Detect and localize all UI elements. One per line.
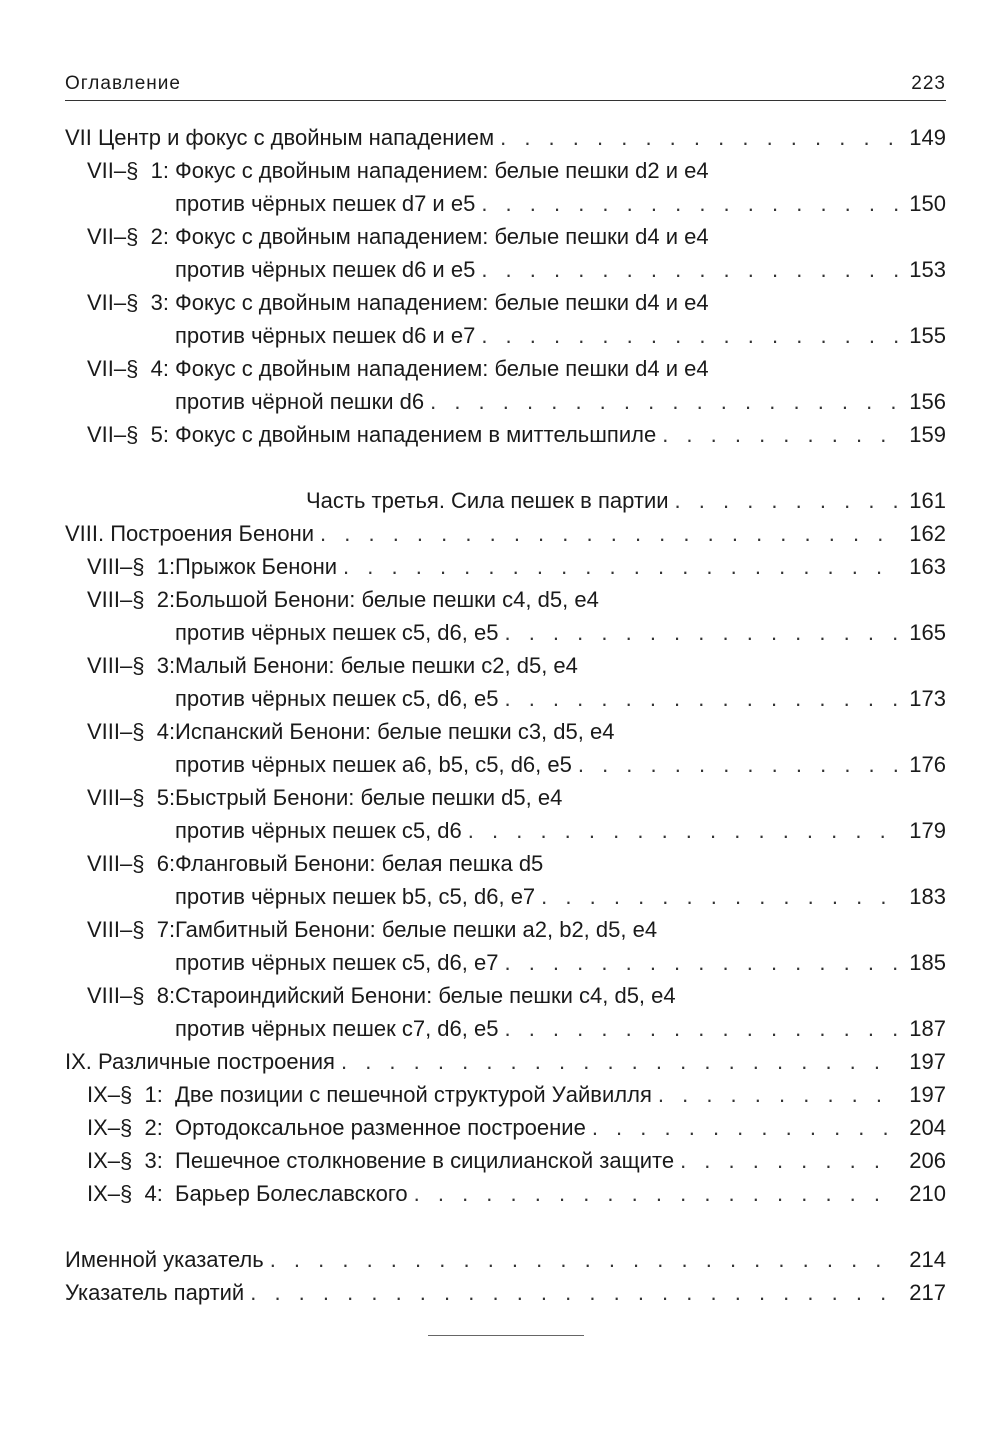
toc-page-number: 161	[909, 488, 946, 513]
toc-entry-title: VIII. Построения Бенони	[65, 521, 315, 546]
toc-page-number: 217	[909, 1280, 946, 1305]
toc-entry-cont[interactable]	[65, 946, 946, 979]
toc-leader-dots	[414, 1177, 900, 1210]
toc-leader-dots	[504, 1012, 900, 1045]
toc-page-number: 165	[909, 620, 946, 645]
toc-entry-title: Барьер Болеславского	[175, 1181, 408, 1206]
toc-entry-section[interactable]	[65, 583, 946, 616]
toc-entry-title: Малый Бенони: белые пешки c2, d5, e4	[175, 653, 578, 678]
toc-entry-section[interactable]	[65, 154, 946, 187]
toc-entry-section[interactable]	[65, 1177, 946, 1210]
toc-entry-section[interactable]	[65, 418, 946, 451]
toc-leader-dots	[662, 418, 900, 451]
toc-page-number: 187	[909, 1016, 946, 1041]
toc-entry-title: против чёрных пешек c5, d6, e7	[175, 950, 499, 975]
toc-section-number: IX–§ 3:	[87, 1148, 163, 1173]
toc-leader-dots	[250, 1276, 900, 1309]
toc-entry-section[interactable]	[65, 286, 946, 319]
header-page-number: 223	[911, 73, 946, 94]
toc-section-number: VII–§ 3:	[87, 290, 169, 315]
toc-entry-title: против чёрных пешек d6 и e7	[175, 323, 476, 348]
toc-entry-title: Фокус с двойным нападением: белые пешки d2 и e4	[175, 158, 709, 183]
toc-entry-title: Фланговый Бенони: белая пешка d5	[175, 851, 544, 876]
toc-page-number: 163	[909, 554, 946, 579]
toc-leader-dots	[541, 880, 900, 913]
toc-entry-title: Быстрый Бенони: белые пешки d5, e4	[175, 785, 563, 810]
toc-page-number: 179	[909, 818, 946, 843]
toc-entry-title: против чёрных пешек c5, d6, e5	[175, 686, 499, 711]
toc-entry-title: Прыжок Бенони	[175, 554, 338, 579]
toc-section-number: VII–§ 4:	[87, 356, 169, 381]
toc-entry-title: Две позиции с пешечной структурой Уайвилля	[175, 1082, 652, 1107]
toc-entry-title: Гамбитный Бенони: белые пешки a2, b2, d5, e4	[175, 917, 658, 942]
toc-entry-title: против чёрных пешек c5, d6, e5	[175, 620, 499, 645]
toc-leader-dots	[468, 814, 900, 847]
toc-section-number: IX–§ 4:	[87, 1181, 163, 1206]
toc-section-number: VII–§ 5:	[87, 422, 169, 447]
toc-entry-part[interactable]	[65, 484, 946, 517]
toc-entry-section[interactable]	[65, 649, 946, 682]
toc-entry-title: IX. Различные построения	[65, 1049, 335, 1074]
toc-entry-chapter[interactable]	[65, 1243, 946, 1276]
toc-entry-title: Пешечное столкновение в сицилианской защите	[175, 1148, 675, 1173]
toc-entry-title: Фокус с двойным нападением: белые пешки d4 и e4	[175, 224, 709, 249]
footer-rule	[428, 1335, 584, 1336]
toc-section-number: VIII–§ 3:	[87, 653, 176, 678]
toc-page-number: 185	[909, 950, 946, 975]
toc-entry-title: против чёрных пешек b5, c5, d6, e7	[175, 884, 536, 909]
toc-leader-dots	[680, 1144, 900, 1177]
toc-entry-section[interactable]	[65, 550, 946, 583]
toc-leader-dots	[430, 385, 900, 418]
toc-leader-dots	[270, 1243, 900, 1276]
toc-page-number: 210	[909, 1181, 946, 1206]
toc-section-number: VIII–§ 7:	[87, 917, 176, 942]
toc-page-number: 156	[909, 389, 946, 414]
toc-section-number: VIII–§ 1:	[87, 554, 176, 579]
toc-leader-dots	[504, 682, 900, 715]
toc-entry-section[interactable]	[65, 1144, 946, 1177]
toc-leader-dots	[675, 484, 900, 517]
toc-entry-title: против чёрных пешек c5, d6	[175, 818, 462, 843]
toc-page-number: 153	[909, 257, 946, 282]
toc-section-number: VII–§ 1:	[87, 158, 169, 183]
toc-page-number: 150	[909, 191, 946, 216]
toc-entry-title: против чёрных пешек a6, b5, c5, d6, e5	[175, 752, 572, 777]
toc-entry-section[interactable]	[65, 913, 946, 946]
toc-entry-title: Фокус с двойным нападением в миттельшпиле	[175, 422, 657, 447]
toc-leader-dots	[578, 748, 900, 781]
running-header	[65, 70, 946, 101]
toc-page-number: 173	[909, 686, 946, 711]
toc-page-number: 159	[909, 422, 946, 447]
toc-entry-chapter[interactable]	[65, 517, 946, 550]
toc-entry-title: Указатель партий	[65, 1280, 245, 1305]
toc-entry-cont[interactable]	[65, 682, 946, 715]
toc-leader-dots	[320, 517, 900, 550]
toc-entry-cont[interactable]	[65, 319, 946, 352]
toc-entry-cont[interactable]	[65, 253, 946, 286]
toc-entry-title: VII Центр и фокус с двойным нападением	[65, 125, 495, 150]
header-title: Оглавление	[65, 73, 181, 94]
toc-leader-dots	[504, 616, 900, 649]
toc-entry-title: Староиндийский Бенони: белые пешки c4, d5, e4	[175, 983, 676, 1008]
toc-entry-cont[interactable]	[65, 616, 946, 649]
toc-page-number: 206	[909, 1148, 946, 1173]
toc-entry-title: Большой Бенони: белые пешки c4, d5, e4	[175, 587, 599, 612]
toc-leader-dots	[341, 1045, 900, 1078]
toc-entry-chapter[interactable]	[65, 121, 946, 154]
toc-entry-section[interactable]	[65, 220, 946, 253]
toc-gap	[65, 451, 946, 484]
toc-page-number: 149	[909, 125, 946, 150]
toc-page-number: 183	[909, 884, 946, 909]
toc-section-number: VIII–§ 2:	[87, 587, 176, 612]
toc-entry-title: против чёрных пешек d7 и e5	[175, 191, 476, 216]
toc-entry-section[interactable]	[65, 847, 946, 880]
toc-section-number: VIII–§ 5:	[87, 785, 176, 810]
toc-page-number: 214	[909, 1247, 946, 1272]
toc-section-number: VIII–§ 6:	[87, 851, 176, 876]
toc-leader-dots	[343, 550, 900, 583]
toc-page-number: 197	[909, 1082, 946, 1107]
toc-entry-chapter[interactable]	[65, 1276, 946, 1309]
toc-entry-title: против чёрной пешки d6	[175, 389, 425, 414]
toc-entry-title: Ортодоксальное разменное построение	[175, 1115, 586, 1140]
toc-entry-title: Испанский Бенони: белые пешки c3, d5, e4	[175, 719, 615, 744]
toc-section-number: IX–§ 2:	[87, 1115, 163, 1140]
toc-entry-cont[interactable]	[65, 1012, 946, 1045]
toc-entry-title: против чёрных пешек d6 и e5	[175, 257, 476, 282]
toc-entry-section[interactable]	[65, 781, 946, 814]
toc-entry-section[interactable]	[65, 715, 946, 748]
toc-entry-section[interactable]	[65, 979, 946, 1012]
toc-entry-section[interactable]	[65, 352, 946, 385]
toc-leader-dots	[504, 946, 900, 979]
toc-entry-chapter[interactable]	[65, 1045, 946, 1078]
toc-entry-title: Часть третья. Сила пешек в партии	[306, 488, 669, 513]
toc-entry-cont[interactable]	[65, 814, 946, 847]
toc-leader-dots	[481, 319, 900, 352]
toc-leader-dots	[658, 1078, 900, 1111]
toc-section-number: IX–§ 1:	[87, 1082, 163, 1107]
toc-leader-dots	[500, 121, 900, 154]
toc-entry-cont[interactable]	[65, 748, 946, 781]
toc-entry-section[interactable]	[65, 1078, 946, 1111]
toc-leader-dots	[481, 253, 900, 286]
toc-page-number: 155	[909, 323, 946, 348]
toc-entry-title: Именной указатель	[65, 1247, 264, 1272]
toc-entry-title: Фокус с двойным нападением: белые пешки d4 и e4	[175, 290, 709, 315]
toc-entry-title: Фокус с двойным нападением: белые пешки d4 и e4	[175, 356, 709, 381]
toc-section-number: VII–§ 2:	[87, 224, 169, 249]
toc-leader-dots	[592, 1111, 900, 1144]
toc-leader-dots	[481, 187, 900, 220]
toc-entry-section[interactable]	[65, 1111, 946, 1144]
toc-entry-cont[interactable]	[65, 187, 946, 220]
toc-entry-cont[interactable]	[65, 880, 946, 913]
toc-page-number: 176	[909, 752, 946, 777]
toc-page-number: 197	[909, 1049, 946, 1074]
toc-gap	[65, 1210, 946, 1243]
table-of-contents	[65, 121, 946, 1309]
toc-entry-title: против чёрных пешек c7, d6, e5	[175, 1016, 499, 1041]
toc-entry-cont[interactable]	[65, 385, 946, 418]
toc-page-number: 162	[909, 521, 946, 546]
toc-section-number: VIII–§ 8:	[87, 983, 176, 1008]
toc-page-number: 204	[909, 1115, 946, 1140]
toc-section-number: VIII–§ 4:	[87, 719, 176, 744]
